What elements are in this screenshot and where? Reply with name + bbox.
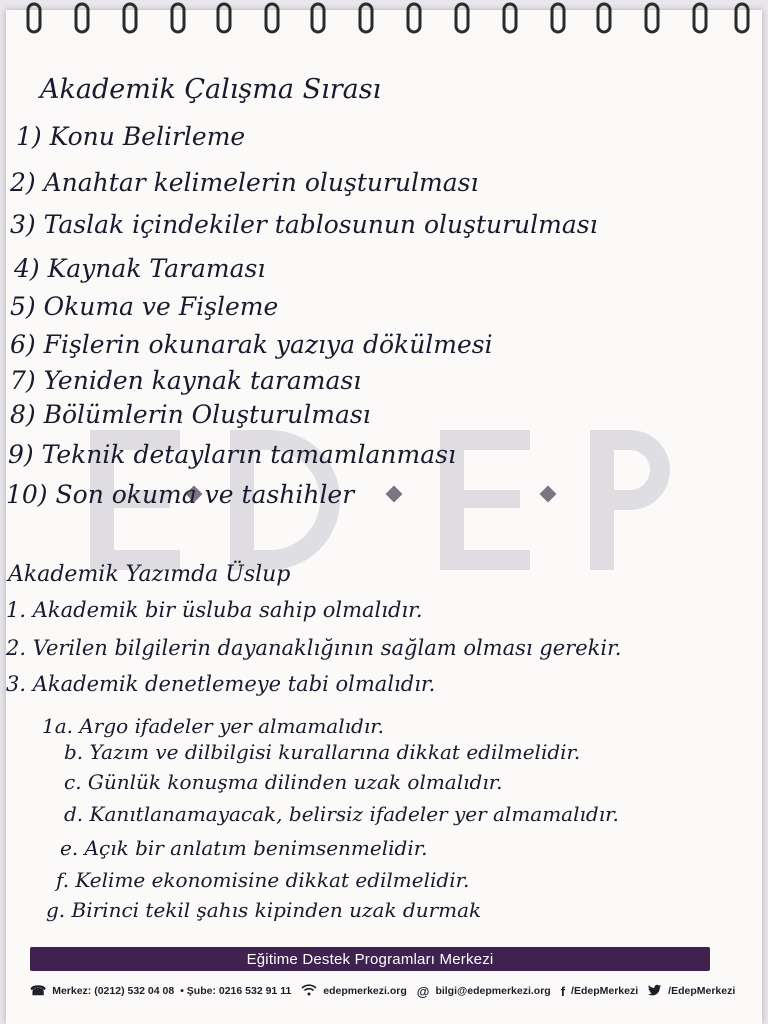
- step-item: 4) Kaynak Taraması: [14, 254, 266, 283]
- step-item: 8) Bölümlerin Oluşturulması: [10, 400, 371, 429]
- section-title: Akademik Yazımda Üslup: [8, 562, 291, 587]
- twitter-link[interactable]: /EdepMerkezi: [668, 985, 736, 997]
- facebook-icon: f: [560, 983, 566, 999]
- phone-center: Merkez: (0212) 532 04 08: [52, 985, 175, 997]
- email-link[interactable]: bilgi@edepmerkezi.org: [435, 985, 551, 997]
- footer-banner: [30, 947, 710, 971]
- step-item: 5) Okuma ve Fişleme: [10, 292, 279, 321]
- banner-text: Eğitime Destek Programları Merkezi: [246, 950, 494, 968]
- section-title: Akademik Çalışma Sırası: [40, 74, 382, 105]
- contact-bar: [30, 980, 736, 1002]
- sub-rule-item: 1a. Argo ifadeler yer almamalıdır.: [42, 714, 384, 738]
- at-icon: @: [416, 983, 430, 999]
- rule-item: 2. Verilen bilgilerin dayanaklığının sağlam olması gerekir.: [6, 636, 622, 660]
- sub-rule-item: d. Kanıtlanamayacak, belirsiz ifadeler yer almamalıdır.: [64, 802, 619, 826]
- sub-rule-item: c. Günlük konuşma dilinden uzak olmalıdır.: [64, 770, 503, 794]
- sub-rule-item: g. Birinci tekil şahıs kipinden uzak durmak: [46, 898, 482, 922]
- facebook-link[interactable]: /EdepMerkezi: [571, 985, 639, 997]
- step-item: 10) Son okuma ve tashihler: [6, 480, 355, 509]
- wifi-icon: [301, 984, 317, 999]
- step-item: 3) Taslak içindekiler tablosunun oluşturulması: [10, 210, 598, 239]
- sub-rule-item: e. Açık bir anlatım benimsenmelidir.: [60, 836, 428, 860]
- step-item: 1) Konu Belirleme: [16, 122, 246, 151]
- rule-item: 1. Akademik bir üsluba sahip olmalıdır.: [6, 598, 423, 622]
- step-item: 2) Anahtar kelimelerin oluşturulması: [10, 168, 479, 197]
- step-item: 9) Teknik detayların tamamlanması: [8, 440, 456, 469]
- sub-rule-item: b. Yazım ve dilbilgisi kurallarına dikkat edilmelidir.: [64, 740, 581, 764]
- rule-item: 3. Akademik denetlemeye tabi olmalıdır.: [6, 672, 436, 696]
- step-item: 7) Yeniden kaynak taraması: [10, 366, 362, 395]
- phone-branch: • Şube: 0216 532 91 11: [180, 985, 292, 997]
- step-item: 6) Fişlerin okunarak yazıya dökülmesi: [10, 330, 493, 359]
- phone-icon: ☎: [30, 983, 47, 998]
- twitter-icon: [648, 984, 662, 999]
- spiral-binding: [0, 0, 768, 40]
- website-link[interactable]: edepmerkezi.org: [323, 985, 407, 997]
- sub-rule-item: f. Kelime ekonomisine dikkat edilmelidir.: [56, 868, 470, 892]
